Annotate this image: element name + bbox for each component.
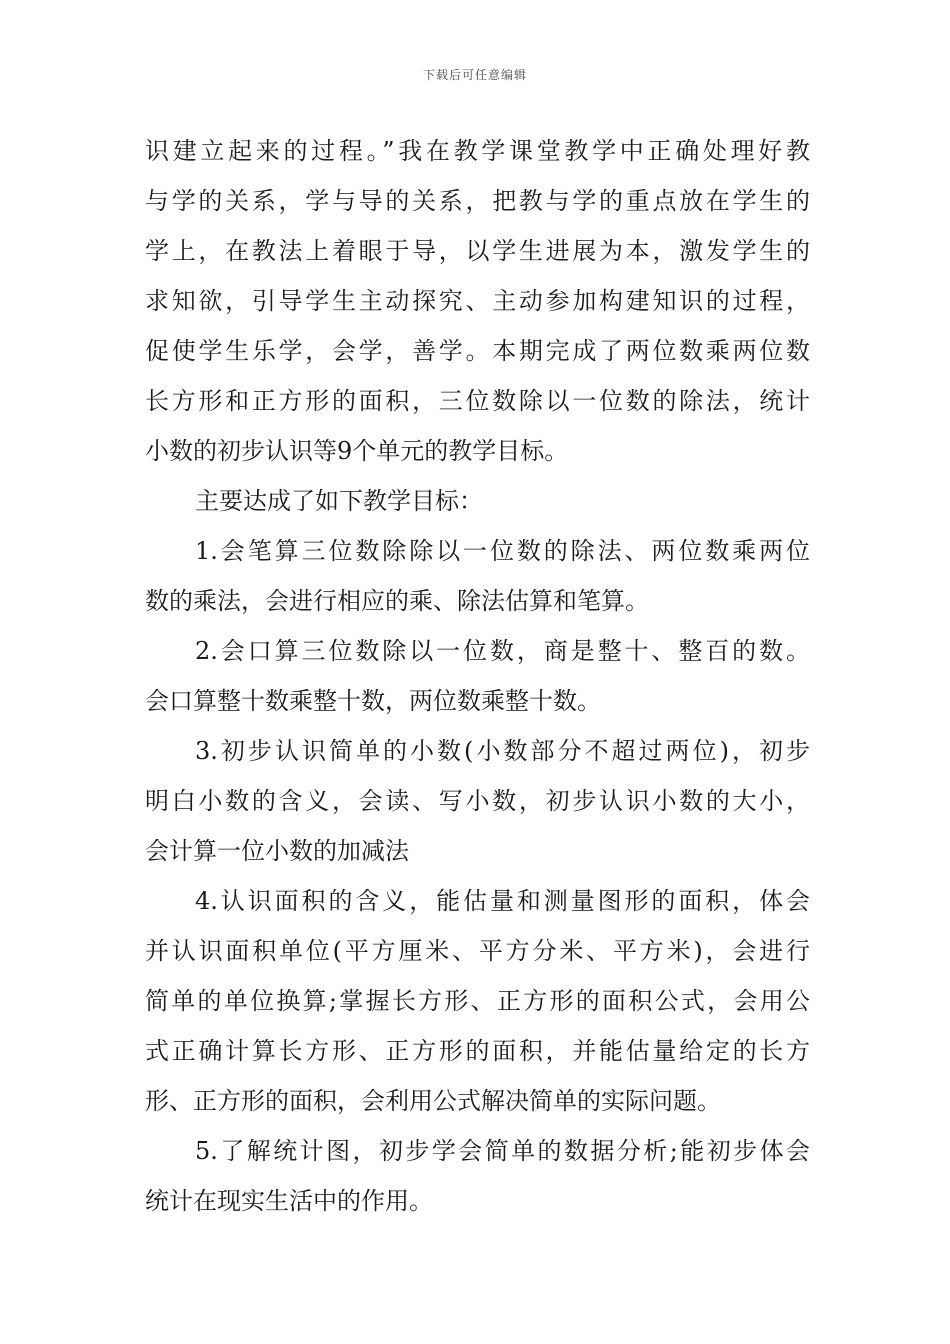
text-line: 主要达成了如下教学目标： — [195, 487, 483, 515]
text-line: 会口算整十数乘整十数，两位数乘整十数。 — [145, 687, 601, 715]
text-line: 数的乘法，会进行相应的乘、除法估算和笔算。 — [145, 587, 649, 615]
text-line: 学上，在教法上着眼于导，以学生进展为本，激发学生的 — [145, 237, 810, 265]
text-line: 求知欲，引导学生主动探究、主动参加构建知识的过程， — [145, 287, 810, 315]
text-line: 3.初步认识简单的小数(小数部分不超过两位)，初步 — [195, 737, 810, 765]
text-line: 识建立起来的过程。”我在教学课堂教学中正确处理好教 — [145, 137, 810, 165]
text-line: 并认识面积单位(平方厘米、平方分米、平方米)，会进行 — [145, 937, 810, 965]
text-line: 式正确计算长方形、正方形的面积，并能估量给定的长方 — [145, 1037, 810, 1065]
text-line: 明白小数的含义，会读、写小数，初步认识小数的大小， — [145, 787, 810, 815]
text-line: 与学的关系，学与导的关系，把教与学的重点放在学生的 — [145, 187, 810, 215]
text-line: 长方形和正方形的面积，三位数除以一位数的除法，统计 — [145, 387, 810, 415]
text-line: 小数的初步认识等9个单元的教学目标。 — [145, 437, 569, 465]
text-line: 1.会笔算三位数除除以一位数的除法、两位数乘两位 — [195, 537, 810, 565]
text-line: 2.会口算三位数除以一位数，商是整十、整百的数。 — [195, 637, 810, 665]
text-line: 形、正方形的面积，会利用公式解决简单的实际问题。 — [145, 1087, 721, 1115]
text-line: 5.了解统计图，初步学会简单的数据分析;能初步体会 — [195, 1137, 810, 1165]
text-line: 简单的单位换算;掌握长方形、正方形的面积公式，会用公 — [145, 987, 810, 1015]
text-line: 会计算一位小数的加减法 — [145, 837, 409, 865]
text-line: 统计在现实生活中的作用。 — [145, 1187, 433, 1215]
document-body — [145, 126, 810, 1226]
text-line: 促使学生乐学，会学，善学。本期完成了两位数乘两位数 — [145, 337, 810, 365]
page-header: 下载后可任意编辑 — [422, 68, 527, 82]
text-line: 4.认识面积的含义，能估量和测量图形的面积，体会 — [195, 887, 810, 915]
